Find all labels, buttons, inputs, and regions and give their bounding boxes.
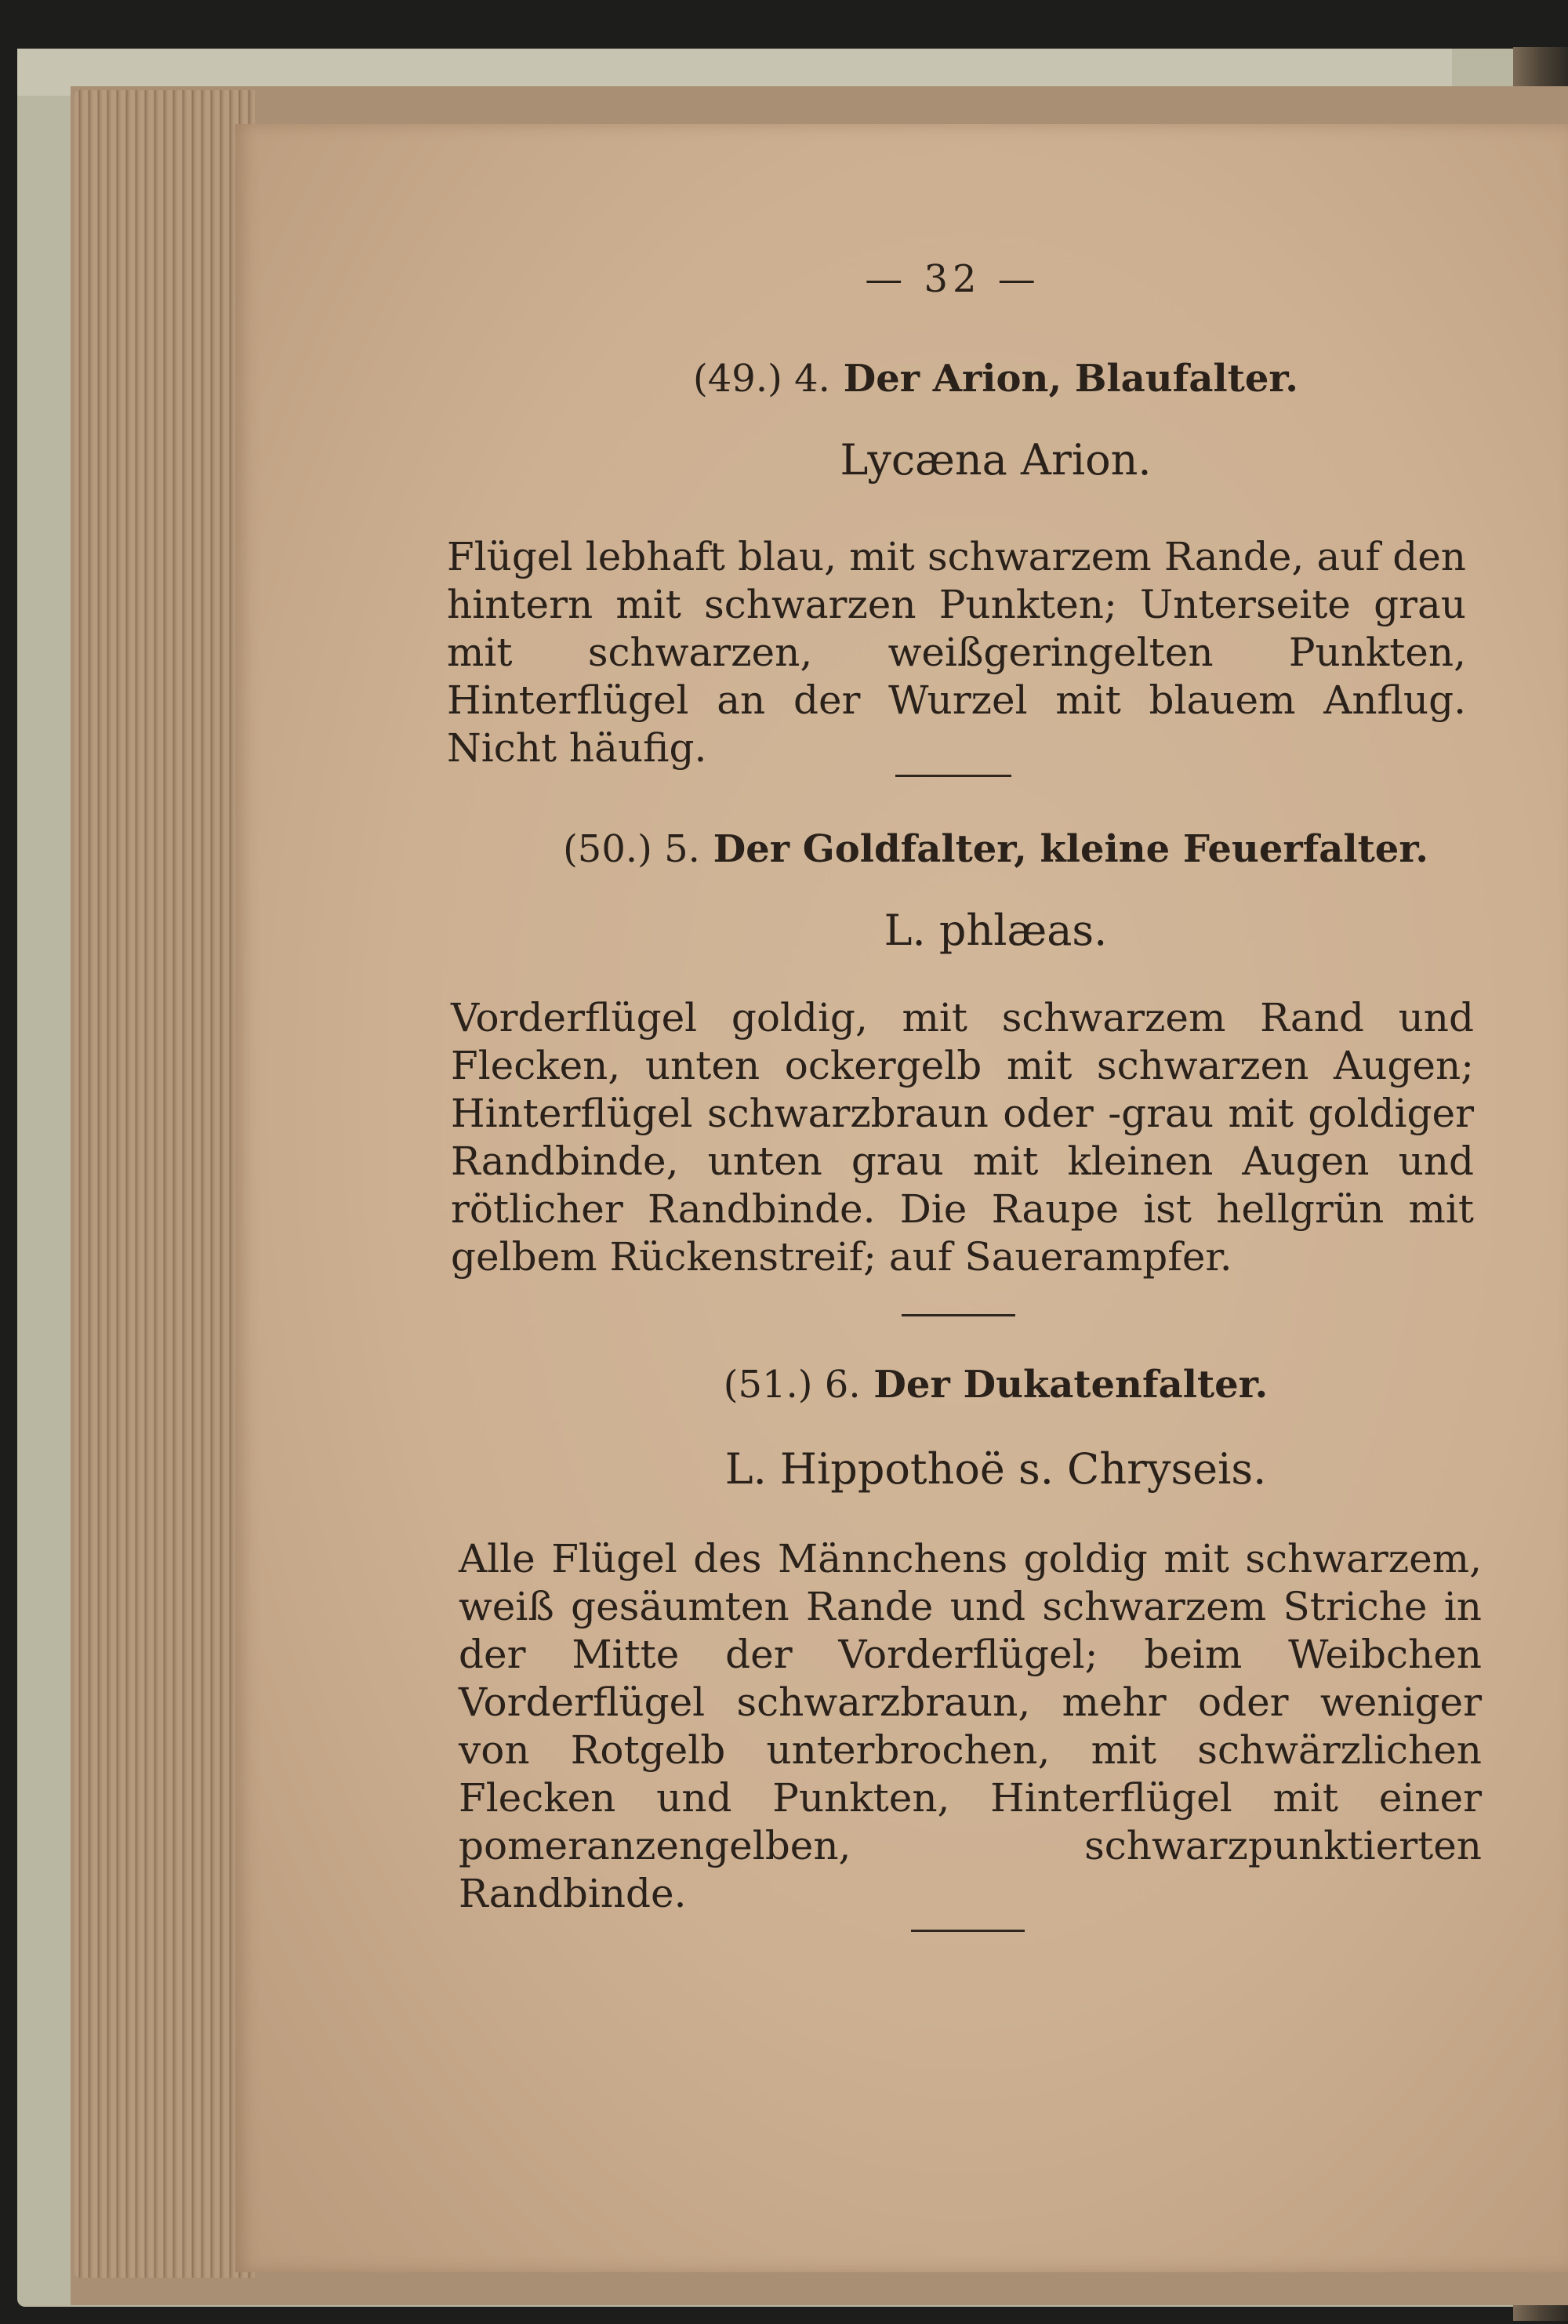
entry-number: (50.) 5. xyxy=(563,827,700,871)
entry-title: Der Dukatenfalter. xyxy=(873,1363,1269,1407)
section-divider xyxy=(902,1314,1015,1316)
entry-latin-name: L. Hippothoë s. Chryseis. xyxy=(724,1444,1267,1494)
entry-heading xyxy=(486,1363,1505,1407)
entry-number: (49.) 4. xyxy=(693,357,830,401)
entry-title: Der Arion, Blaufalter. xyxy=(843,357,1298,401)
entry-heading xyxy=(455,827,1537,871)
entry-title: Der Goldfalter, kleine Feuerfalter. xyxy=(713,827,1428,871)
entry-latin-name: Lycæna Arion. xyxy=(840,435,1152,485)
entry-latin-name: L. phlæas. xyxy=(884,906,1108,955)
page-edges xyxy=(74,90,255,2278)
section-divider xyxy=(911,1930,1025,1932)
entry-description: Flügel lebhaft blau, mit schwarzem Rande, auf den hintern mit schwarzen Punkten; Unterseite grau mit schwarzen, weißgeringelten Punkten, Hinterflügel an der Wurzel mit blauem Anflug. Nicht häufig. xyxy=(447,534,1466,771)
entry-description: Vorderflügel goldig, mit schwarzem Rand und Flecken, unten ockergelb mit schwarzen Augen; Hinterflügel schwarzbraun oder -grau mit goldiger Randbinde, unten grau mit kleinen Augen und rötlicher Randbinde. Die Raupe ist hellgrün mit gelbem Rückenstreif; auf Sauerampfer. xyxy=(451,995,1474,1280)
page-number: — 32 — xyxy=(865,257,1040,301)
entry-number: (51.) 6. xyxy=(723,1363,861,1407)
section-divider xyxy=(895,775,1011,777)
entry-heading xyxy=(486,357,1505,401)
entry-description: Alle Flügel des Männchens goldig mit schwarzem, weiß gesäumten Rande und schwarzem Striche in der Mitte der Vorderflügel; beim Weibchen Vorderflügel schwarzbraun, mehr oder weniger von Rotgelb unterbrochen, mit schwärzlichen Flecken und Punkten, Hinterflügel mit einer pomeranzengelben, schwarzpunktierten Randbinde. xyxy=(459,1536,1482,1916)
